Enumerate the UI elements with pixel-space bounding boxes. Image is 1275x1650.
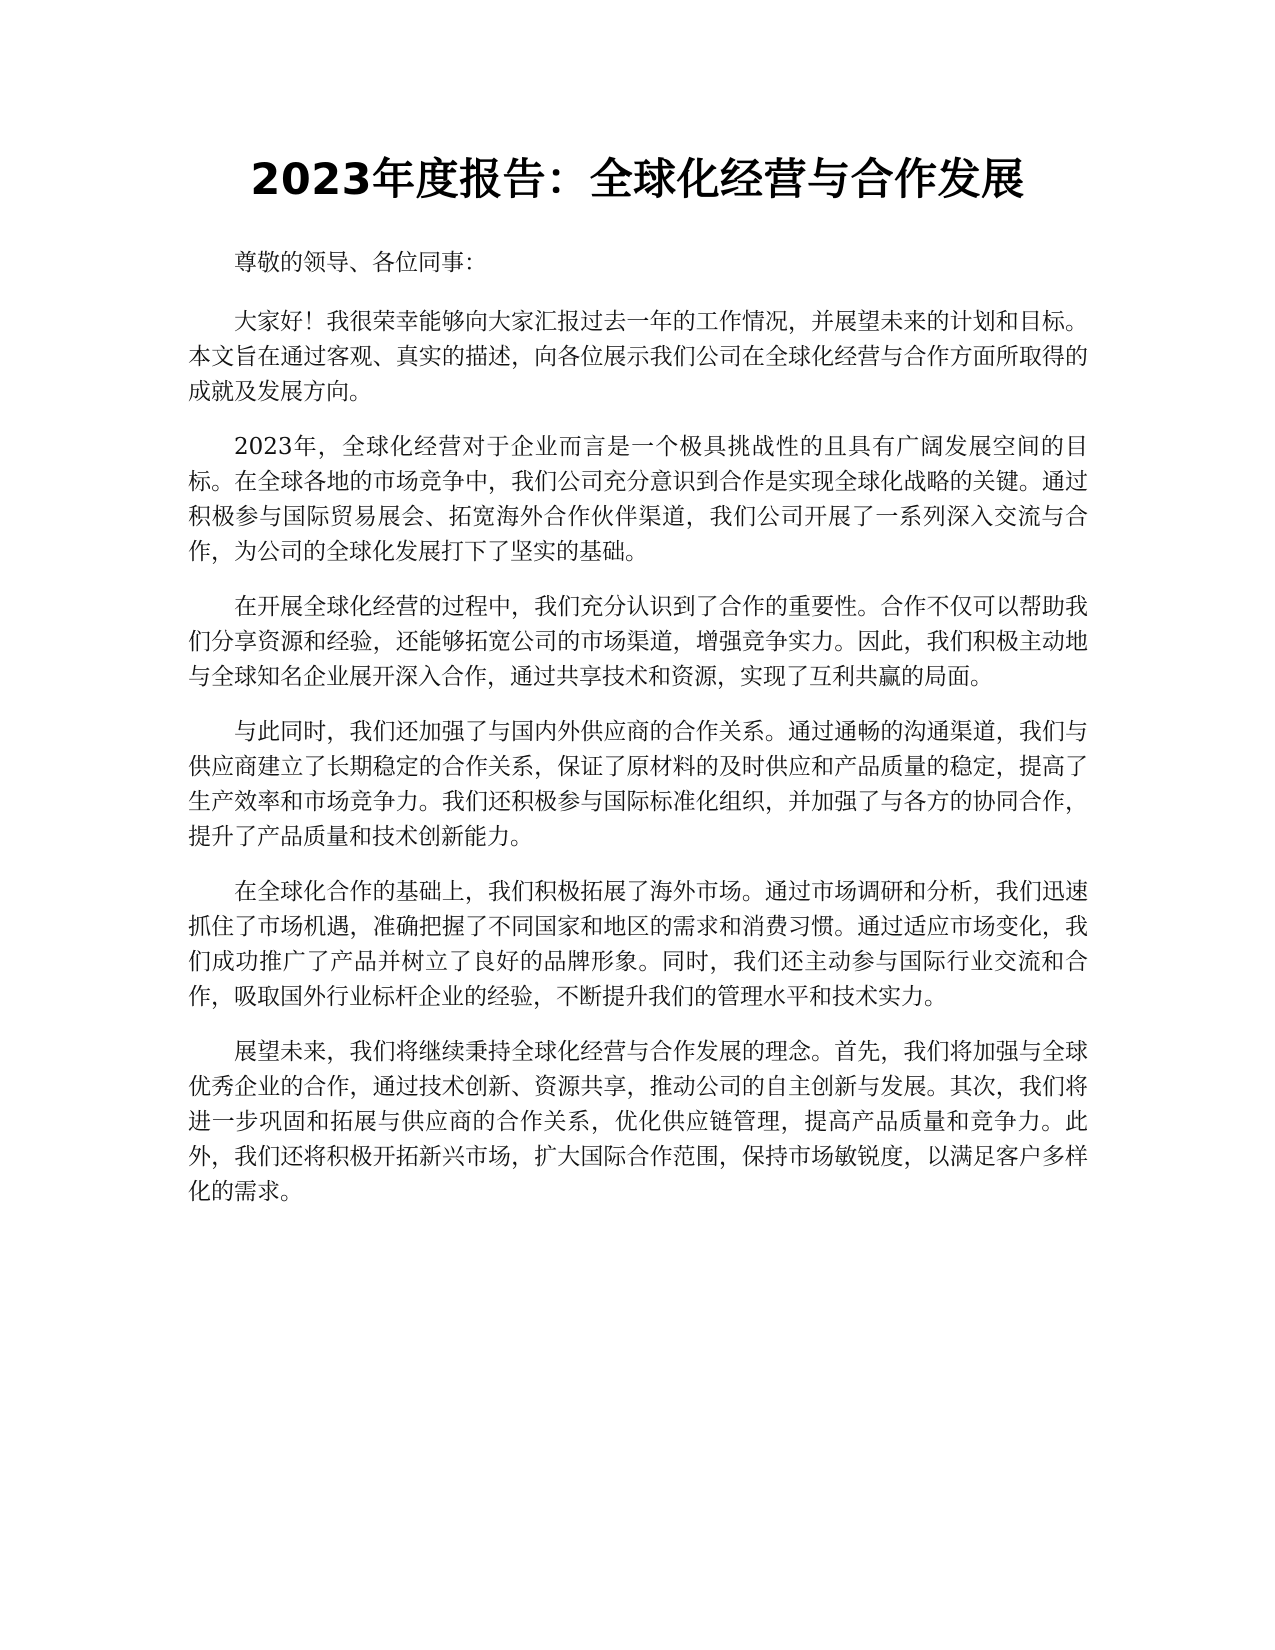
salutation: 尊敬的领导、各位同事： <box>234 250 487 276</box>
paragraph-greeting: 大家好！我很荣幸能够向大家汇报过去一年的工作情况，并展望未来的计划和目标。本文旨在通过客观、真实的描述，向各位展示我们公司在全球化经营与合作方面所取得的成就及发展方向。 <box>188 309 1088 405</box>
paragraph-future-outlook: 展望未来，我们将继续秉持全球化经营与合作发展的理念。首先，我们将加强与全球优秀企业的合作，通过技术创新、资源共享，推动公司的自主创新与发展。其次，我们将进一步巩固和拓展与供应商的合作关系，优化供应链管理，提高产品质量和竞争力。此外，我们还将积极开拓新兴市场，扩大国际合作范围，保持市场敏锐度，以满足客户多样化的需求。 <box>188 1039 1088 1205</box>
paragraph-overseas-market: 在全球化合作的基础上，我们积极拓展了海外市场。通过市场调研和分析，我们迅速抓住了市场机遇，准确把握了不同国家和地区的需求和消费习惯。通过适应市场变化，我们成功推广了产品并树立了良好的品牌形象。同时，我们还主动参与国际行业交流和合作，吸取国外行业标杆企业的经验，不断提升我们的管理水平和技术实力。 <box>188 879 1088 1010</box>
paragraph-cooperation-importance: 在开展全球化经营的过程中，我们充分认识到了合作的重要性。合作不仅可以帮助我们分享资源和经验，还能够拓宽公司的市场渠道，增强竞争实力。因此，我们积极主动地与全球知名企业展开深入合作，通过共享技术和资源，实现了互利共赢的局面。 <box>188 594 1088 690</box>
paragraph-supplier-relations: 与此同时，我们还加强了与国内外供应商的合作关系。通过通畅的沟通渠道，我们与供应商建立了长期稳定的合作关系，保证了原材料的及时供应和产品质量的稳定，提高了生产效率和市场竞争力。我们还积极参与国际标准化组织，并加强了与各方的协同合作，提升了产品质量和技术创新能力。 <box>188 719 1088 850</box>
document-title: 2023年度报告：全球化经营与合作发展 <box>250 155 1025 205</box>
paragraph-globalization-goal: 2023年，全球化经营对于企业而言是一个极具挑战性的且具有广阔发展空间的目标。在全球各地的市场竞争中，我们公司充分意识到合作是实现全球化战略的关键。通过积极参与国际贸易展会、拓宽海外合作伙伴渠道，我们公司开展了一系列深入交流与合作，为公司的全球化发展打下了坚实的基础。 <box>188 434 1088 565</box>
document-body <box>188 246 1088 1230</box>
